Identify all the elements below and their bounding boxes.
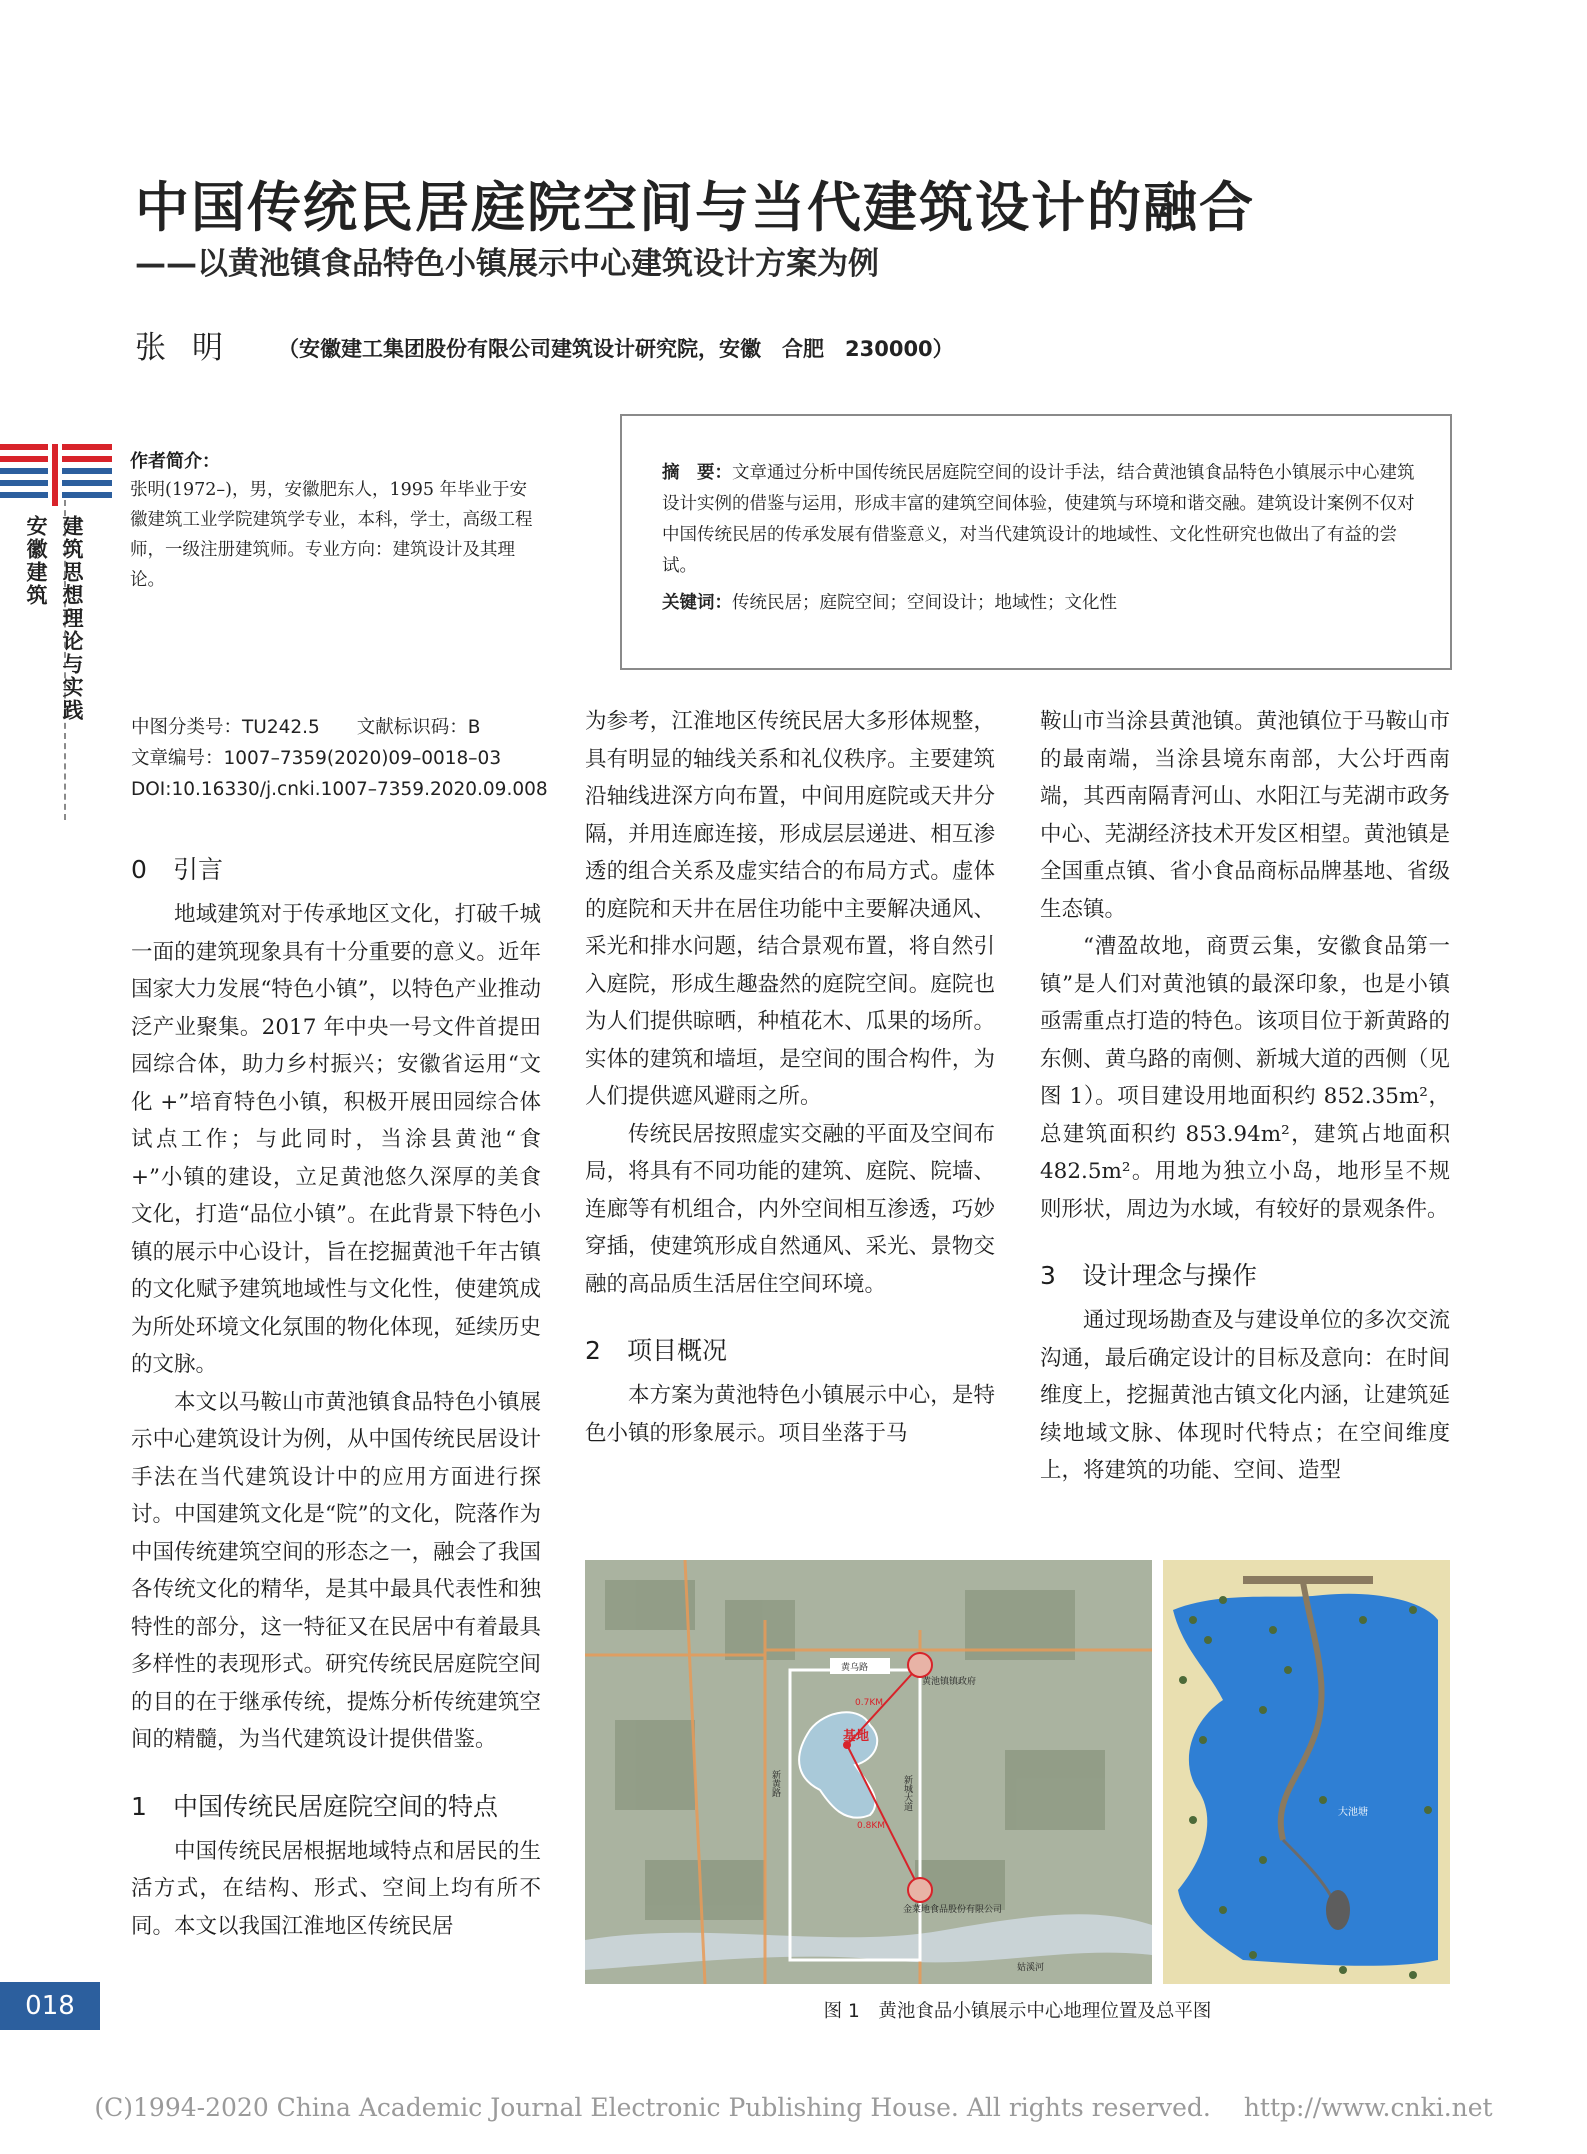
- map-label-road-west: 新黄路: [770, 1770, 780, 1797]
- section-title: 引言: [173, 855, 224, 884]
- map-label-dist1: 0.7KM: [855, 1698, 883, 1708]
- doi-line: DOI:10.16330/j.cnki.1007–7359.2020.09.008: [131, 779, 548, 800]
- abstract-text: 文章通过分析中国传统民居庭院空间的设计手法，结合黄池镇食品特色小镇展示中心建筑设计实例的借鉴与运用，形成丰富的建筑空间体验，使建筑与环境和谐交融。建筑设计案例不仅对中国传统民居的传承发展有借鉴意义，对当代建筑设计的地域性、文化性研究也做出了有益的尝试。: [662, 463, 1415, 576]
- article-title: 中国传统民居庭院空间与当代建筑设计的融合: [135, 176, 1255, 239]
- bio-heading: 作者简介：: [130, 451, 220, 472]
- article-number-line: 文章编号：1007–7359(2020)09–0018–03: [131, 748, 502, 769]
- journal-emblem: [0, 444, 112, 506]
- keywords-text: 传统民居；庭院空间；空间设计；地域性；文化性: [732, 593, 1117, 613]
- map-label-site: 基地: [843, 1729, 870, 1744]
- map-label-river: 姑溪河: [1017, 1963, 1045, 1973]
- copyright-notice: (C)1994-2020 China Academic Journal Electronic Publishing House. All rights reserved. http://www.cnki.net: [94, 2093, 1493, 2122]
- page-number: 018: [0, 1982, 100, 2030]
- map-label-road-east: 新城大道: [902, 1775, 912, 1811]
- body-column-left: [131, 852, 541, 1945]
- bio-text: 张明(1972–)，男，安徽肥东人，1995 年毕业于安徽建筑工业学院建筑学专业，本科，学士，高级工程师，一级注册建筑师。专业方向：建筑设计及其理论。: [130, 480, 533, 590]
- section-number: 2: [585, 1336, 601, 1365]
- section-0-heading: [131, 852, 541, 888]
- paragraph: 中国传统民居根据地域特点和居民的生活方式，在结构、形式、空间上均有所不同。本文以我国江淮地区传统民居: [131, 1838, 541, 1939]
- site-plan: [1163, 1560, 1450, 1984]
- paragraph: “漕盈故地，商贾云集，安徽食品第一镇”是人们对黄池镇的最深印象，也是小镇亟需重点打造的特色。该项目位于新黄路的东侧、黄乌路的南侧、新城大道的西侧（见图 1）。项目建设用地面积约 852.35m²，总建筑面积约 853.94m²，建筑占地面积 482.5m²。用地为独立小岛，地形呈不规则形状，周边为水域，有较好的景观条件。: [1040, 934, 1450, 1222]
- plan-label-pond: 大池塘: [1338, 1807, 1368, 1818]
- abstract-paragraph: [662, 458, 1420, 582]
- paragraph: 传统民居按照虚实交融的平面及空间布局，将具有不同功能的建筑、庭院、院墙、连廊等有机组合，内外空间相互渗透，巧妙穿插，使建筑形成自然通风、采光、景物交融的高品质生活居住空间环境。: [585, 1121, 995, 1297]
- map-label-gov: 黄池镇镇政府: [922, 1677, 977, 1687]
- side-column-title: [18, 515, 94, 755]
- figure-caption: 图 1 黄池食品小镇展示中心地理位置及总平图: [823, 2001, 1212, 2022]
- author-affiliation: （安徽建工集团股份有限公司建筑设计研究院，安徽 合肥 230000）: [278, 337, 954, 361]
- paragraph-continued: 鞍山市当涂县黄池镇。黄池镇位于马鞍山市的最南端，当涂县境东南部，大公圩西南端，其西南隔青河山、水阳江与芜湖市政务中心、芜湖经济技术开发区相望。黄池镇是全国重点镇、省小食品商标品牌基地、省级生态镇。: [1040, 709, 1450, 922]
- side-title-line2: 安徽建筑: [24, 515, 48, 607]
- abstract-label: 摘 要：: [662, 463, 732, 483]
- paragraph: 通过现场勘查及与建设单位的多次交流沟通，最后确定设计的目标及意向：在时间维度上，挖掘黄池古镇文化内涵，让建筑延续地域文脉、体现时代特点；在空间维度上，将建筑的功能、空间、造型: [1040, 1308, 1450, 1483]
- section-1-heading: [131, 1789, 541, 1825]
- section-2-heading: [585, 1333, 995, 1369]
- map-label-company: 金菜地食品股份有限公司: [903, 1905, 1003, 1915]
- body-column-right: [1040, 703, 1450, 1490]
- map-label-road-north: 黄乌路: [841, 1663, 869, 1673]
- classification-line: 中图分类号：TU242.5 文献标识码：B: [131, 717, 481, 738]
- section-number: 1: [131, 1791, 147, 1821]
- article-metadata: [131, 712, 548, 805]
- abstract-box: [620, 414, 1452, 670]
- map-label-dist2: 0.8KM: [857, 1821, 885, 1831]
- section-3-heading: [1040, 1258, 1450, 1294]
- author-name: 张明: [135, 330, 249, 366]
- section-number: 0: [131, 855, 147, 884]
- side-title-line1: 建筑思想理论与实践: [60, 515, 84, 722]
- keywords-line: [662, 588, 1420, 619]
- paragraph: 本文以马鞍山市黄池镇食品特色小镇展示中心建筑设计为例，从中国传统民居设计手法在当代建筑设计中的应用方面进行探讨。中国建筑文化是“院”的文化，院落作为中国传统建筑空间的形态之一，融会了我国各传统文化的精华，是其中最具代表性和独特性的部分，这一特征又在民居中有着最具多样性的表现形式。研究传统民居庭院空间的目的在于继承传统，提炼分析传统建筑空间的精髓，为当代建筑设计提供借鉴。: [131, 1389, 541, 1752]
- article-subtitle: ——以黄池镇食品特色小镇展示中心建筑设计方案为例: [135, 246, 879, 282]
- paragraph: 地域建筑对于传承地区文化，打破千城一面的建筑现象具有十分重要的意义。近年国家大力发展“特色小镇”，以特色产业推动泛产业聚集。2017 年中央一号文件首提田园综合体，助力乡村振兴；安徽省运用“文化 +”培育特色小镇，积极开展田园综合体试点工作；与此同时，当涂县黄池“食 +”小镇的建设，立足黄池悠久深厚的美食文化，打造“品位小镇”。在此背景下特色小镇的展示中心设计，旨在挖掘黄池千年古镇的文化赋予建筑地域性与文化性，使建筑成为所处环境文化氛围的物化体现，延续历史的文脉。: [131, 902, 541, 1377]
- section-title: 项目概况: [627, 1336, 728, 1365]
- keywords-label: 关键词：: [662, 593, 732, 613]
- body-column-middle: [585, 703, 995, 1452]
- section-number: 3: [1040, 1261, 1056, 1290]
- location-map: [585, 1560, 1152, 1984]
- section-title: 中国传统民居庭院空间的特点: [173, 1791, 499, 1821]
- paragraph: 本方案为黄池特色小镇展示中心，是特色小镇的形象展示。项目坐落于马: [585, 1383, 995, 1446]
- section-title: 设计理念与操作: [1082, 1261, 1258, 1290]
- paragraph-continued: 为参考，江淮地区传统民居大多形体规整，具有明显的轴线关系和礼仪秩序。主要建筑沿轴线进深方向布置，中间用庭院或天井分隔，并用连廊连接，形成层层递进、相互渗透的组合关系及虚实结合的布局方式。虚体的庭院和天井在居住功能中主要解决通风、采光和排水问题，结合景观布置，将自然引入庭院，形成生趣盎然的庭院空间。庭院也为人们提供晾晒，种植花木、瓜果的场所。实体的建筑和墙垣，是空间的围合构件，为人们提供遮风避雨之所。: [585, 709, 995, 1109]
